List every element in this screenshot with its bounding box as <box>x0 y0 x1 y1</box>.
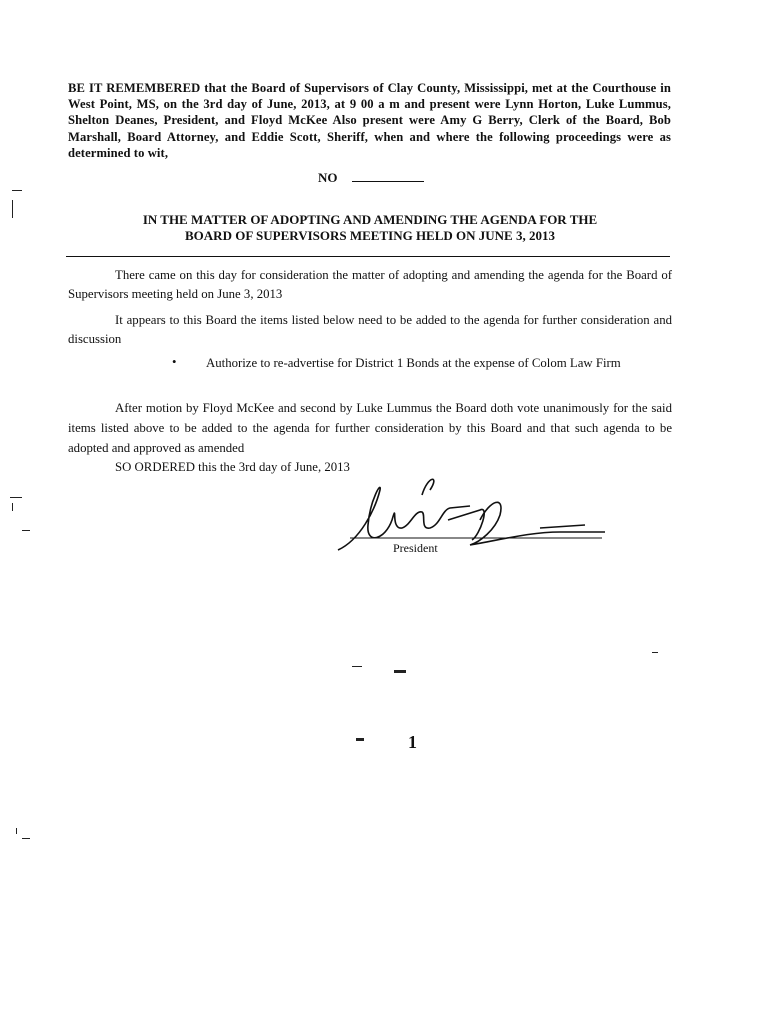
scan-mark <box>16 828 17 834</box>
preamble-paragraph: BE IT REMEMBERED that the Board of Supervisors of Clay County, Mississippi, met at the Courthouse in West Point, MS, on the 3rd day of June, 2013, at 9 00 a m and present were Lynn Horton, Luke Lummus, Shelton Deanes, President, and Floyd McKee Also present were Amy G Berry, Clerk of the Board, Bob Marshall, Board Attorney, and Eddie Scott, Sheriff, when and where the following proceedings were as determined to wit, <box>68 81 671 160</box>
scan-mark <box>12 190 22 191</box>
agenda-item: Authorize to re-advertise for District 1 Bonds at the expense of Colom Law Firm <box>206 356 621 370</box>
page-number: 1 <box>408 732 417 752</box>
scan-mark <box>652 652 658 653</box>
scan-mark <box>22 530 30 531</box>
scan-mark <box>12 200 13 218</box>
scan-mark <box>10 497 22 498</box>
scan-mark <box>12 503 13 511</box>
document-number-line <box>318 170 424 186</box>
bullet-dot: • <box>172 355 177 369</box>
section-divider <box>66 256 670 257</box>
scan-mark <box>22 838 30 839</box>
scan-mark <box>356 738 364 741</box>
items-paragraph: It appears to this Board the items listed below need to be added to the agenda for further consideration and discussion <box>68 313 672 346</box>
number-blank <box>352 171 424 182</box>
signature-label: President <box>393 541 438 555</box>
motion-paragraph: After motion by Floyd McKee and second by Luke Lummus the Board doth vote unanimously for the said items listed above to be added to the agenda for further consideration by this Board and that such agenda to be adopted and approved as amended <box>68 401 672 455</box>
scan-mark <box>352 666 362 667</box>
matter-title-line-1: IN THE MATTER OF ADOPTING AND AMENDING THE AGENDA FOR THE <box>142 212 598 227</box>
matter-title-line-2: BOARD OF SUPERVISORS MEETING HELD ON JUNE 3, 2013 <box>185 228 555 243</box>
matter-title <box>80 212 660 244</box>
so-ordered-line: SO ORDERED this the 3rd day of June, 2013 <box>115 460 350 474</box>
president-signature <box>330 470 610 560</box>
scan-mark <box>394 670 406 673</box>
no-label: NO <box>318 170 338 185</box>
consideration-paragraph: There came on this day for consideration the matter of adopting and amending the agenda for the Board of Supervisors meeting held on June 3, 2013 <box>68 268 672 301</box>
